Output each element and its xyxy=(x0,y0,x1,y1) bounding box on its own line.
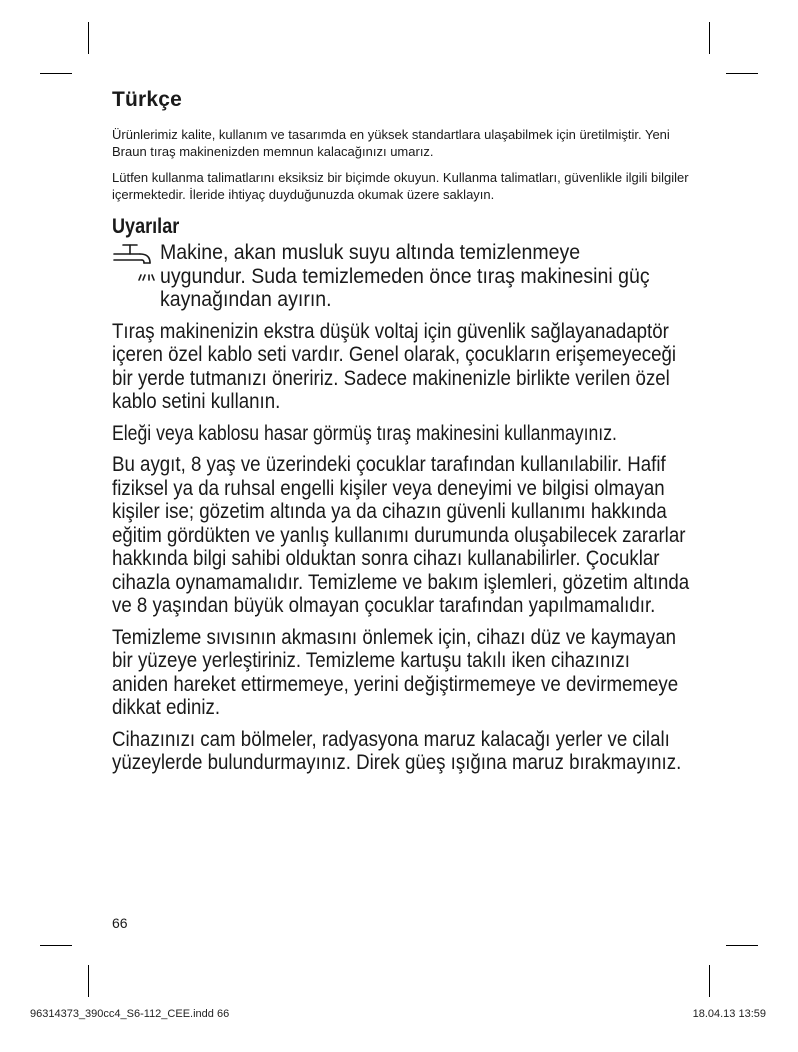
footer-timestamp: 18.04.13 13:59 xyxy=(692,1008,766,1020)
tap-water-warning xyxy=(112,241,692,312)
crop-mark xyxy=(40,945,72,946)
intro-paragraph: Lütfen kullanma talimatlarını eksiksiz bir biçimde okuyun. Kullanma talimatları, güvenlikle ilgili bilgiler içermektedir. İleride ihtiyaç duyduğunuzda okumak üzere saklayın. xyxy=(112,170,689,202)
crop-mark xyxy=(88,22,89,54)
crop-mark xyxy=(726,945,758,946)
warning-paragraph: Bu aygıt, 8 yaş ve üzerindeki çocuklar tarafından kullanılabilir. Hafif fiziksel ya da ruhsal engelli kişiler veya deneyimi ve bilgisi olmayan kişiler ise; gözetim altında ya da cihazın güvenli kullanımı hakkında eğitim gördükten ve yanlış kullanımı durumunda oluşabilecek zararlar hakkında bilgi sahibi olduktan sonra cihazı kullanabilirler. Çocuklar cihazla oynamamalıdır. Temizleme ve bakım işlemleri, gözetim altında ve 8 yaşından büyük olmayan çocuklar tarafından yapılmamalıdır. xyxy=(112,453,690,617)
warning-paragraph: Tıraş makinenizin ekstra düşük voltaj için güvenlik sağlayanadaptör içeren özel kablo seti vardır. Genel olarak, çocukların erişemeyeceği bir yerde tutmanızı öneririz. Sadece makinenizle birlikte verilen özel kablo setini kullanın. xyxy=(112,319,677,413)
crop-mark xyxy=(726,73,758,74)
warning-text: Makine, akan musluk suyu altında temizlenmeye uygundur. Suda temizlemeden önce tıraş makinesini güç kaynağından ayırın. xyxy=(160,241,650,311)
warning-paragraph: Cihazınızı cam bölmeler, radyasyona maruz kalacağı yerler ve cilalı yüzeylerde bulundurmayınız. Direk güeş ışığına maruz bırakmayınız. xyxy=(112,727,682,774)
crop-mark xyxy=(40,73,72,74)
warning-paragraph: Eleği veya kablosu hasar görmüş tıraş makinesini kullanmayınız. xyxy=(112,421,617,445)
page-content xyxy=(112,88,692,775)
warnings-heading: Uyarılar xyxy=(112,215,180,238)
intro-paragraph: Ürünlerimiz kalite, kullanım ve tasarımda en yüksek standartlara ulaşabilmek için üretilmiştir. Yeni Braun tıraş makinenizden memnun kalacağınızı umarız. xyxy=(112,127,670,159)
warning-paragraph: Temizleme sıvısının akmasını önlemek için, cihazı düz ve kaymayan bir yüzeye yerleştiriniz. Temizleme kartuşu takılı iken cihazınızı aniden hareket ettirmemeye, yerini değiştirmemeye ve devirmemeye dikkat ediniz. xyxy=(112,625,679,719)
crop-mark xyxy=(709,22,710,54)
crop-mark xyxy=(88,965,89,997)
section-title: Türkçe xyxy=(112,88,183,111)
page-number: 66 xyxy=(112,915,128,931)
footer-file-info: 96314373_390cc4_S6-112_CEE.indd 66 xyxy=(30,1008,230,1020)
crop-mark xyxy=(709,965,710,997)
water-tap-icon xyxy=(110,241,160,289)
